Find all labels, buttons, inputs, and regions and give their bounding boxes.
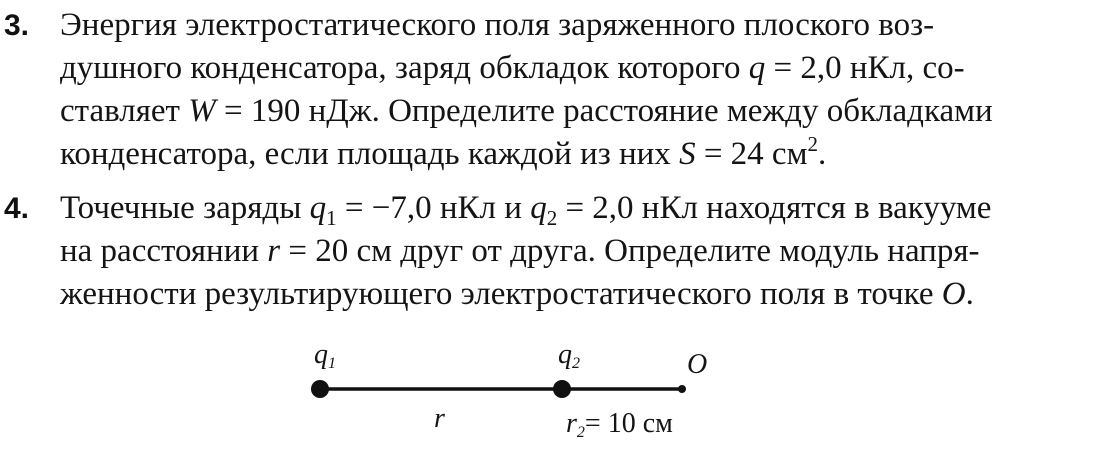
text-line [60, 90, 1110, 133]
math-variable: q [530, 190, 547, 226]
label-r [434, 404, 445, 434]
label-r2-subscript: 2 [576, 424, 585, 441]
text-segment: женности результирующего электростатического поля в точке [60, 276, 942, 312]
text-segment: = 2,0 нКл, со- [765, 50, 965, 86]
text-line [60, 187, 1110, 230]
label-q2-symbol: q [558, 339, 572, 370]
label-point-o [687, 350, 707, 380]
text-line [60, 230, 1110, 273]
label-point-o-symbol: O [687, 349, 708, 380]
text-segment: душного конденсатора, заряд обкладок которого [60, 50, 749, 86]
math-variable: O [941, 276, 966, 312]
label-q1-symbol: q [314, 339, 328, 370]
subscript: 2 [546, 206, 558, 230]
text-segment: . [965, 276, 974, 312]
text-segment: конденсатора, если площадь каждой из них [60, 136, 680, 172]
label-q2 [558, 340, 580, 370]
label-q1 [314, 340, 336, 370]
text-segment: Точечные заряды [60, 190, 310, 226]
math-variable: r [267, 233, 281, 269]
text-segment: = 190 нДж. Определите расстояние между обкладками [215, 93, 993, 129]
text-line [60, 47, 1110, 90]
math-variable: q [309, 190, 327, 226]
text-line [60, 133, 1110, 176]
charge-q2-dot [553, 380, 571, 398]
text-segment: = 20 см друг от друга. Определите модуль напря- [280, 233, 980, 269]
label-r-symbol: r [434, 403, 445, 434]
text-line [60, 273, 1110, 316]
label-r2-symbol: r [566, 408, 577, 439]
text-segment: ставляет [60, 93, 189, 129]
point-o-dot [678, 385, 686, 393]
charge-q1-dot [311, 380, 329, 398]
text-line [60, 4, 1110, 47]
text-segment: = 2,0 нКл находятся в вакууме [557, 190, 992, 226]
label-q1-subscript: 1 [328, 355, 336, 372]
text-segment: . [817, 136, 827, 172]
label-r2 [566, 409, 673, 439]
math-variable: q [748, 50, 766, 86]
subscript: 1 [326, 206, 337, 230]
label-r2-value: = 10 см [584, 408, 673, 439]
text-segment: = −7,0 нКл и [336, 190, 531, 226]
problem-number: 3. [4, 9, 30, 42]
label-q2-subscript: 2 [572, 355, 580, 372]
text-segment: = 24 см [695, 136, 808, 172]
problem-text [60, 187, 1110, 316]
math-variable: W [188, 93, 216, 129]
text-segment: на расстоянии [60, 233, 268, 269]
superscript: 2 [807, 132, 818, 156]
math-variable: S [679, 136, 696, 172]
text-segment: Энергия электростатического поля заряженного плоского воз- [60, 7, 935, 43]
problem-text [60, 4, 1110, 176]
problem-number: 4. [4, 192, 30, 225]
